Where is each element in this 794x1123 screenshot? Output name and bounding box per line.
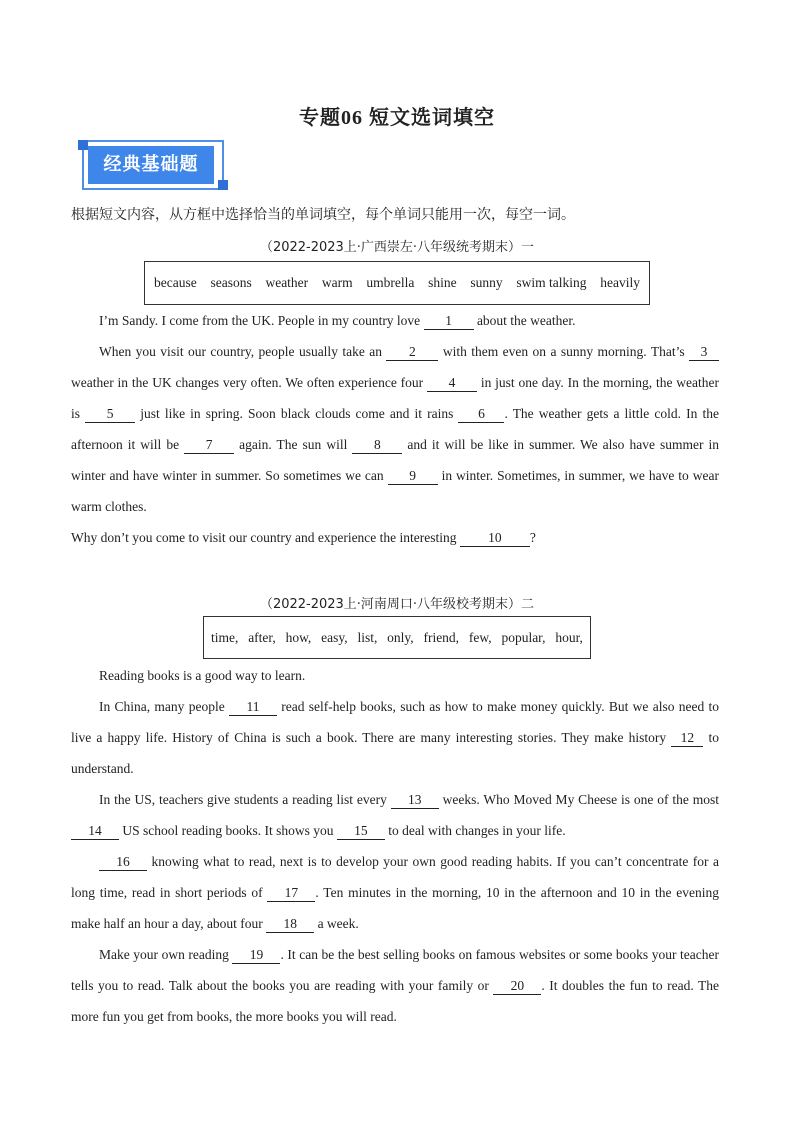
answer-blank[interactable]: 15 (337, 823, 385, 840)
answer-blank[interactable]: 6 (458, 406, 504, 423)
section2-source: （2022-2023上·河南周口·八年级校考期末）二 (259, 597, 535, 612)
passage-paragraph: I’m Sandy. I come from the UK. People in my country love 1 about the weather. (99, 313, 576, 328)
word-item: sunny (470, 275, 503, 290)
passage-paragraph: In China, many people 11 read self-help books, such as how to make money quickly. But we also need to live a happy life. History of China is such a book. There are many interesting stories. They make history 12 to understand. (71, 699, 719, 776)
passage-paragraph: 16 knowing what to read, next is to develop your own good reading habits. If you can’t concentrate for a long time, read in short periods of 17 . Ten minutes in the morning, 10 in the afternoon and 10 in the evening make half an hour a day, about four 18 a week. (71, 854, 720, 931)
word-item: list, (357, 629, 378, 645)
instruction-text: 根据短文内容，从方框中选择恰当的单词填空，每个单词只能用一次，每空一词。 (71, 207, 575, 223)
answer-blank[interactable]: 16 (99, 854, 147, 871)
passage-paragraph: When you visit our country, people usually take an 2 with them even on a sunny morning. That’s 3 weather in the UK changes very often. We often experience four 4 in just one day. In the morning, the weather is 5 just like in spring. Soon black clouds come and it rains 6 . The weather gets a little cold. In the afternoon it will be 7 again. The sun will 8 and it will be like in summer. We also have summer in winter and have winter in summer. So sometimes we can 9 in winter. Sometimes, in summer, we have to wear warm clothes. (71, 344, 720, 514)
word-item: weather (265, 275, 309, 290)
answer-blank[interactable]: 2 (386, 344, 438, 361)
badge-corner (218, 180, 228, 190)
page-title: 专题06 短文选词填空 (299, 107, 495, 129)
answer-blank[interactable]: 14 (71, 823, 119, 840)
badge-label: 经典基础题 (88, 146, 214, 184)
answer-blank[interactable]: 3 (689, 344, 719, 361)
answer-blank[interactable]: 11 (229, 699, 277, 716)
passage-paragraph: Why don’t you come to visit our country and experience the interesting 10 ? (71, 530, 536, 545)
word-item: shine (428, 275, 457, 290)
word-item: umbrella (366, 275, 415, 290)
answer-blank[interactable]: 19 (232, 947, 280, 964)
word-item: swim talking (516, 275, 587, 290)
word-item: easy, (321, 629, 348, 645)
answer-blank[interactable]: 20 (493, 978, 541, 995)
word-item: heavily (600, 275, 640, 290)
word-item: popular, (501, 629, 546, 645)
answer-blank[interactable]: 18 (266, 916, 314, 933)
answer-blank[interactable]: 10 (460, 530, 530, 547)
badge-corner (78, 140, 88, 150)
word-box-2 (203, 616, 591, 659)
answer-blank[interactable]: 7 (184, 437, 234, 454)
answer-blank[interactable]: 5 (85, 406, 135, 423)
word-item: time, (211, 629, 239, 645)
answer-blank[interactable]: 17 (267, 885, 315, 902)
word-box-1 (144, 261, 650, 305)
word-item: how, (285, 629, 312, 645)
passage-paragraph: Make your own reading 19 . It can be the best selling books on famous websites or some books your teacher tells you to read. Talk about the books you are reading with your family or 20 . It doubles the fun to read. The more fun you get from books, the more books you will read. (71, 947, 719, 1024)
passage-paragraph: Reading books is a good way to learn. (99, 668, 306, 683)
section-badge (78, 140, 228, 194)
answer-blank[interactable]: 8 (352, 437, 402, 454)
word-item: because (154, 275, 197, 290)
answer-blank[interactable]: 12 (671, 730, 703, 747)
word-item: warm (321, 275, 353, 290)
word-item: few, (468, 629, 492, 645)
word-item: hour, (555, 629, 583, 645)
word-item: only, (387, 629, 414, 645)
passage-paragraph: In the US, teachers give students a reading list every 13 weeks. Who Moved My Cheese is one of the most 14 US school reading books. It shows you 15 to deal with changes in your life. (71, 784, 719, 846)
answer-blank[interactable]: 13 (391, 792, 439, 809)
answer-blank[interactable]: 9 (388, 468, 438, 485)
word-item: seasons (210, 275, 252, 290)
word-item: after, (248, 629, 276, 645)
passage-2 (71, 660, 719, 1032)
answer-blank[interactable]: 4 (427, 375, 477, 392)
passage-1 (71, 305, 719, 553)
word-item: friend, (423, 629, 460, 645)
answer-blank[interactable]: 1 (424, 313, 474, 330)
section1-source: （2022-2023上·广西崇左·八年级统考期末）一 (259, 240, 535, 255)
